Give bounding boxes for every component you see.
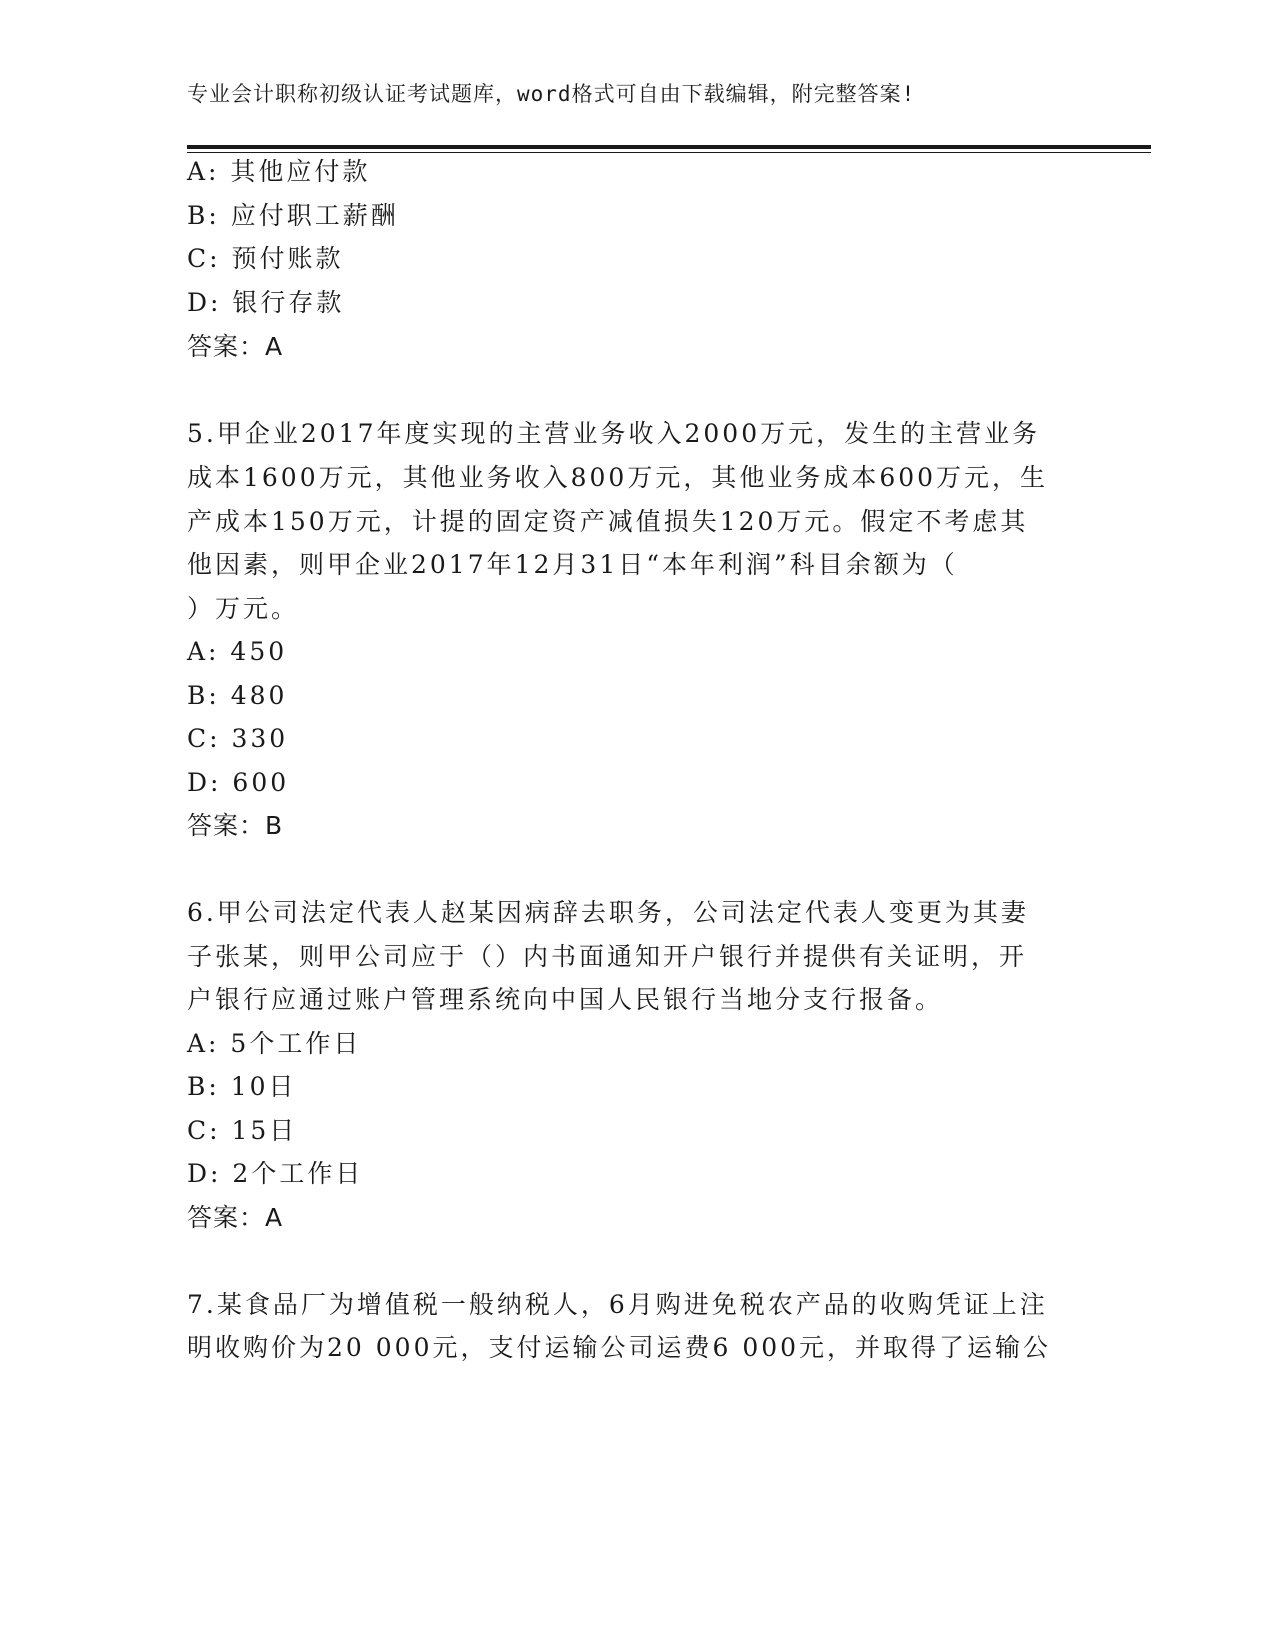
q4-option-c: C: 预付账款 (187, 244, 344, 273)
q5-option-a: A: 450 (187, 637, 288, 666)
q7-text-line: 7.某食品厂为增值税一般纳税人，6月购进免税农产品的收购凭证上注 (187, 1290, 1048, 1319)
q7-text-line: 明收购价为20 000元，支付运输公司运费6 000元，并取得了运输公 (187, 1333, 1052, 1362)
header-rule-thick (187, 145, 1151, 149)
document-header: 专业会计职称初级认证考试题库，word格式可自由下载编辑，附完整答案! (187, 82, 916, 106)
q4-option-d: D: 银行存款 (187, 288, 345, 317)
q6-text-line: 子张某，则甲公司应于（）内书面通知开户银行并提供有关证明，开 (187, 942, 1028, 971)
q6-option-d: D: 2个工作日 (187, 1159, 364, 1188)
q6-text-line: 户银行应通过账户管理系统向中国人民银行当地分支行报备。 (187, 985, 944, 1014)
q5-text-line: ）万元。 (187, 594, 300, 623)
q6-text-line: 6.甲公司法定代表人赵某因病辞去职务，公司法定代表人变更为其妻 (187, 898, 1029, 927)
q6-option-b: B: 10日 (187, 1072, 297, 1101)
header-rule-thin (187, 152, 1151, 153)
q4-answer: 答案：A (187, 332, 284, 361)
q5-option-d: D: 600 (187, 768, 290, 797)
q4-option-a: A: 其他应付款 (187, 157, 371, 186)
q6-answer: 答案：A (187, 1203, 284, 1232)
q5-text-line: 产成本150万元，计提的固定资产减值损失120万元。假定不考虑其 (187, 507, 1029, 536)
q6-option-a: A: 5个工作日 (187, 1029, 362, 1058)
q5-text-line: 5.甲企业2017年度实现的主营业务收入2000万元，发生的主营业务 (187, 419, 1041, 448)
q5-text-line: 他因素，则甲企业2017年12月31日“本年利润”科目余额为（ (187, 550, 958, 579)
q5-option-b: B: 480 (187, 681, 288, 710)
q5-option-c: C: 330 (187, 724, 289, 753)
q5-answer: 答案：B (187, 811, 284, 840)
q5-text-line: 成本1600万元，其他业务收入800万元，其他业务成本600万元，生 (187, 463, 1049, 492)
q4-option-b: B: 应付职工薪酬 (187, 201, 399, 230)
q6-option-c: C: 15日 (187, 1116, 298, 1145)
